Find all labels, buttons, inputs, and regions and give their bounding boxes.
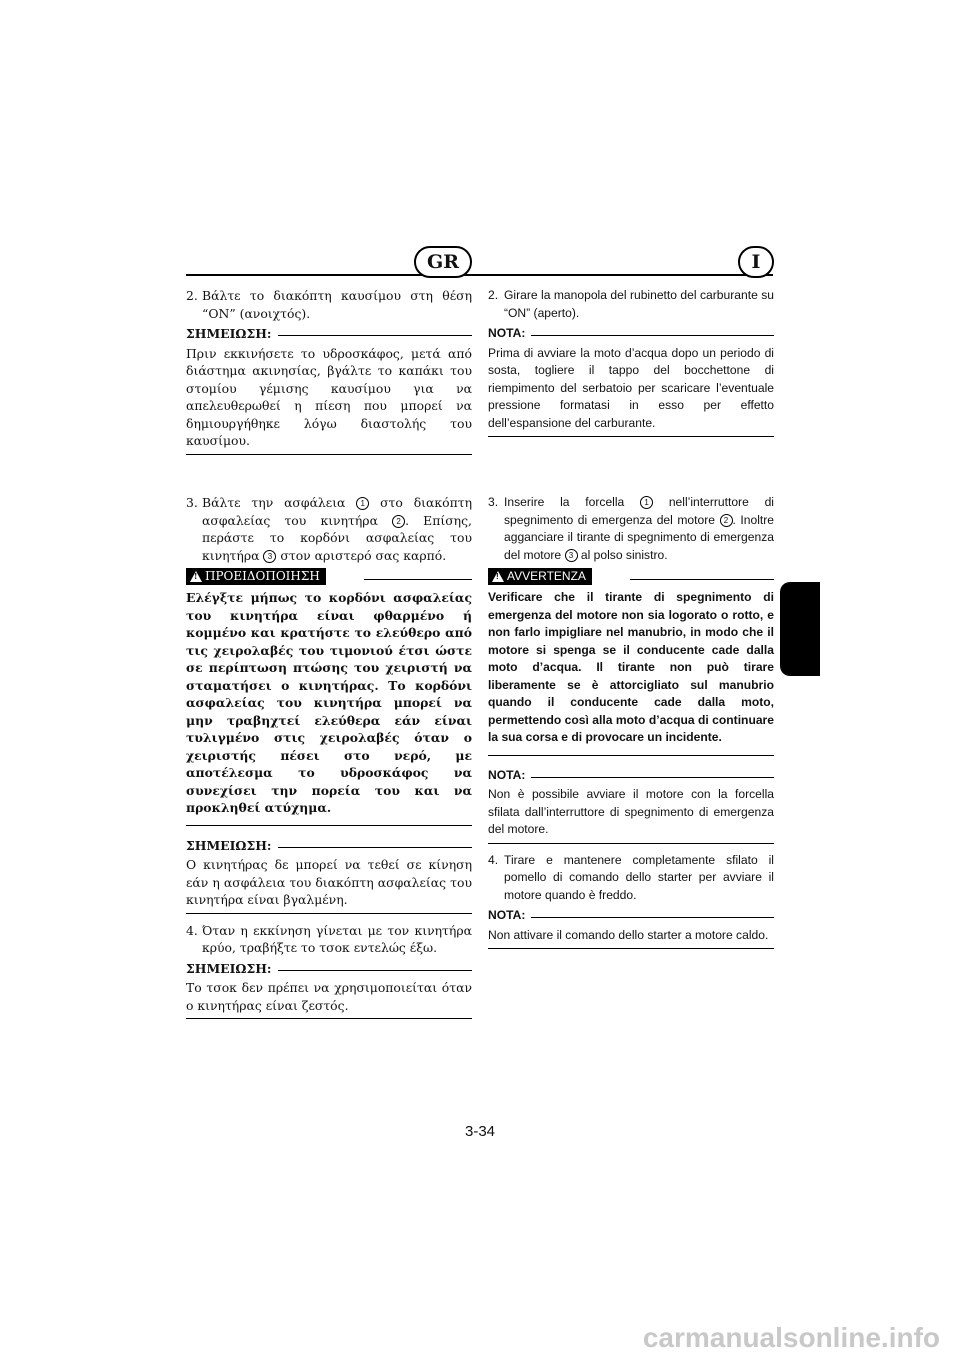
- header-rule: [186, 274, 773, 276]
- callout-2: 2: [392, 515, 405, 528]
- it-warning-heading: [488, 568, 774, 585]
- gr-step-4: 4. Όταν η εκκίνηση γίνεται με τον κινητήρα κρύο, τραβήξτε το τσοκ εντελώς έξω.: [186, 922, 472, 955]
- watermark: carmanualsonline.info: [642, 1322, 940, 1353]
- gr-note-heading-2: ΣΗΜΕΙΩΣΗ:: [186, 837, 472, 855]
- it-warning-text: Verificare che il tirante di spegnimento di emergenza del motore non sia logorato o rotto, e non farlo impigliare nel manubrio, in modo che il motore si spenga se il conducente cade dalla moto d’acqua. Il tirante non può tirare liberamente se è attorcigliato sul manubrio quando il conducente cade dalla moto, permettendo così alla moto d’acqua di continuare la sua corsa e di provocare un incidente.: [488, 589, 774, 756]
- it-note-3: Non attivare il comando dello starter a motore caldo.: [488, 927, 774, 950]
- chapter-thumb-tab: [780, 582, 820, 676]
- it-step-4: 4. Tirare e mantenere completamente sfilato il pomello di comando dello starter per avviare il motore quando è freddo.: [488, 852, 774, 902]
- callout-2: 2: [720, 514, 733, 527]
- it-note-2: Non è possibile avviare il motore con la forcella sfilata dall’interruttore di spegnimento di emergenza del motore.: [488, 786, 774, 844]
- callout-1: 1: [356, 497, 369, 510]
- warning-icon: [492, 571, 504, 582]
- warning-icon: [190, 571, 202, 582]
- gr-block-fuel: [186, 287, 472, 455]
- gr-note-2: Ο κινητήρας δε μπορεί να τεθεί σε κίνηση εάν η ασφάλεια του διακόπτη ασφαλείας του κινητήρα είναι βγαλμένη.: [186, 856, 472, 914]
- gr-note-1: Πριν εκκινήσετε το υδροσκάφος, μετά από διάστημα ακινησίας, βγάλτε το καπάκι του στομίου γέμισης καυσίμου για να απελευθερωθεί η πίεση που μπορεί να δημιουργήθηκε λόγω διαστολής του καυσίμου.: [186, 345, 472, 455]
- callout-3: 3: [263, 550, 276, 563]
- page-number: 3-34: [464, 1123, 496, 1140]
- it-block-safety: [488, 494, 774, 949]
- gr-warning-badge: ! ΠΡΟΕΙΔΟΠΟΙΗΣΗ: [186, 568, 326, 585]
- language-badge-it: I: [738, 246, 774, 278]
- gr-warning-heading: [186, 568, 472, 585]
- it-note-heading-1: NOTA:: [488, 325, 774, 343]
- gr-note-heading-3: ΣΗΜΕΙΩΣΗ:: [186, 960, 472, 978]
- gr-step-3: 3. Βάλτε την ασφάλεια 1 στο διακόπτη ασφαλείας του κινητήρα 2 . Επίσης, περάστε το κορδόνι ασφαλείας του κινητήρα 3 στον αριστερό σας καρπό.: [186, 495, 473, 563]
- callout-3: 3: [565, 549, 578, 562]
- gr-step-2: 2. Βάλτε το διακόπτη καυσίμου στη θέση “ON” (ανοιχτός).: [186, 288, 472, 321]
- it-note-heading-3: NOTA:: [488, 907, 774, 925]
- it-warning-badge: ! AVVERTENZA: [488, 568, 592, 585]
- it-step-2: 2. Girare la manopola del rubinetto del carburante su “ON” (aperto).: [488, 288, 774, 320]
- it-note-heading-2: NOTA:: [488, 767, 774, 785]
- gr-block-safety: [186, 494, 472, 1019]
- gr-note-heading-1: ΣΗΜΕΙΩΣΗ:: [186, 325, 472, 343]
- language-badge-gr: GR: [414, 246, 472, 278]
- it-block-fuel: [488, 287, 774, 437]
- gr-warning-text: Ελέγξτε μήπως το κορδόνι ασφαλείας του κινητήρα είναι φθαρμένο ή κομμένο και κρατήστε το ελεύθερο από τις χειρολαβές του τιμονιού έτσι ώστε σε περίπτωση πτώσης του χειριστή να σταματήσει ο κινητήρας. Το κορδόνι ασφαλείας του κινητήρα μπορεί να μην τραβηχτεί ελεύθερα εάν είναι τυλιγμένο στις χειρολαβές όταν ο χειριστής πέσει στο νερό, με αποτέλεσμα το υδροσκάφος να συνεχίσει την πορεία του και να προκληθεί ατύχημα.: [186, 589, 472, 826]
- callout-1: 1: [640, 496, 653, 509]
- it-note-1: Prima di avviare la moto d’acqua dopo un periodo di sosta, togliere il tappo del bocchettone di riempimento del serbatoio per scaricare l’eventuale pressione formatasi in esso per effetto dell’espansione del carburante.: [488, 345, 774, 438]
- gr-note-3: Το τσοκ δεν πρέπει να χρησιμοποιείται όταν ο κινητήρας είναι ζεστός.: [186, 979, 472, 1019]
- it-step-3: 3. Inserire la forcella 1 nell’interruttore di spegnimento di emergenza del motore 2 . Inoltre agganciare il tirante di spegnimento di emergenza del motore 3 al polso sinistro.: [488, 495, 774, 562]
